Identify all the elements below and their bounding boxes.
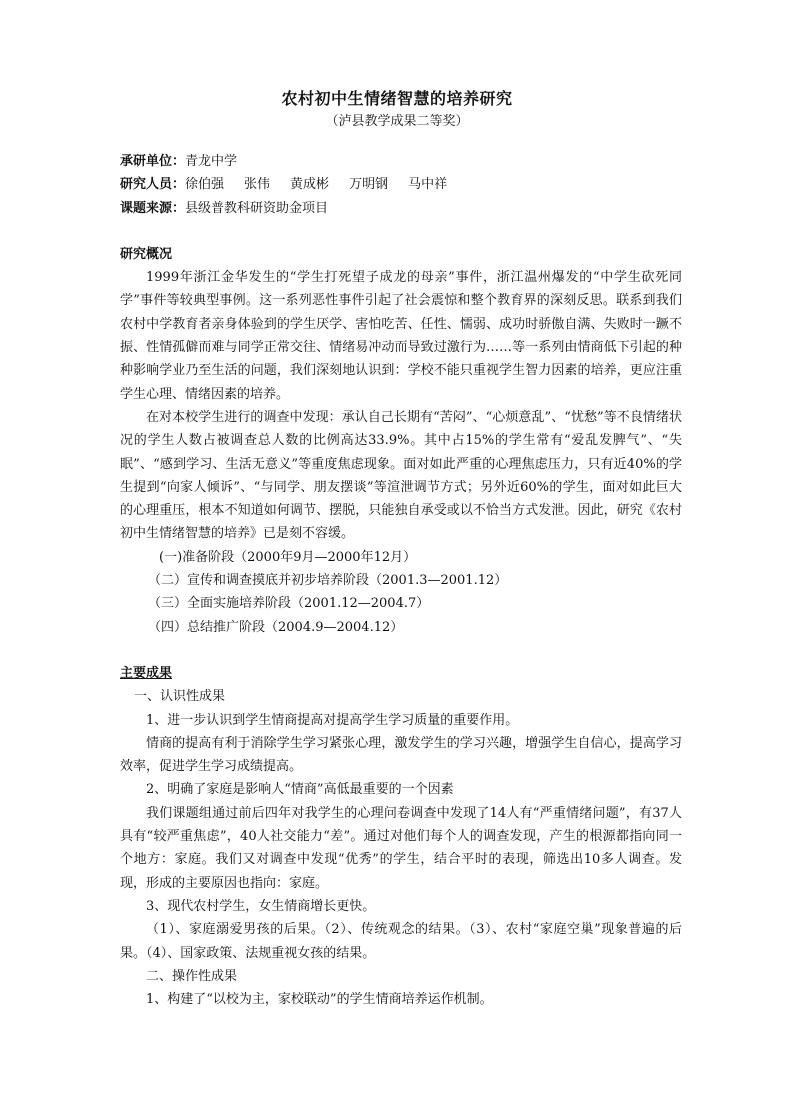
- spacer: [120, 220, 682, 243]
- researcher-name: 万明钢: [349, 177, 389, 193]
- overview-paragraph: 1999年浙江金华发生的“学生打死望子成龙的母亲”事件，浙江温州爆发的“中学生砍死同学”事件等较典型事例。这一系列恶性事件引起了社会震惊和整个教育界的深刻反思。联系到我们农村中学教育者亲身体验到的学生厌学、害怕吃苦、任性、懦弱、成功时骄傲自满、失败时一蹶不振、性情孤僻而难与同学正常交往、情绪易冲动而导致过激行为……等一系列由情商低下引起的种种影响学业乃至生活的问题，我们深刻地认识到：学校不能只重视学生智力因素的培养，更应注重学生心理、情绪因素的培养。: [120, 270, 682, 402]
- results-section-title: 二、操作性成果: [146, 968, 238, 984]
- document-title: 农村初中生情绪智慧的培养研究: [281, 89, 513, 108]
- spacer: [120, 639, 682, 662]
- researcher-name: 张伟: [244, 177, 271, 193]
- researchers-row: [120, 173, 682, 196]
- document-body: [120, 150, 682, 1011]
- stage-item: （二）宣传和调查摸底并初步培养阶段（2001.3—2001.12）: [148, 573, 508, 589]
- results-section-title: 一、认识性成果: [134, 689, 226, 705]
- researcher-name: 徐伯强: [185, 177, 225, 193]
- result-item-title: 3、现代农村学生，女生情商增长更快。: [146, 898, 376, 914]
- results-heading: 主要成果: [120, 665, 173, 681]
- overview-heading: 研究概况: [120, 246, 173, 262]
- document-subtitle: （泸县教学成果二等奖）: [325, 114, 469, 129]
- research-unit-label: 承研单位：: [120, 154, 186, 169]
- research-unit-row: [120, 150, 682, 173]
- project-source-row: [120, 197, 682, 220]
- project-source-label: 课题来源：: [120, 200, 186, 216]
- overview-paragraph: 在对本校学生进行的调查中发现：承认自己长期有“苦闷”、“心烦意乱”、“忧愁”等不良情绪状况的学生人数占被调查总人数的比例高达33.9%。其中占15%的学生常有“爱乱发脾气”、“失眠”、“感到学习、生活无意义”等重度焦虑现象。面对如此严重的心理焦虑压力，只有近40%的学生提到“向家人倾诉”、“与同学、朋友摆谈”等渲泄调节方式；另外近60%的学生，面对如此巨大的心理重压，根本不知道如何调节、摆脱，只能独自承受或以不恰当方式发泄。因此，研究《农村初中生情绪智慧的培养》已是刻不容缓。: [120, 409, 682, 542]
- stage-item: （三）全面实施培养阶段（2001.12—2004.7）: [148, 596, 430, 612]
- research-unit-value: 青龙中学: [185, 154, 238, 169]
- result-item-text: 我们课题组通过前后四年对我学生的心理问卷调查中发现了14人有“严重情绪问题”，有37人具有“较严重焦虑”，40人社交能力“差”。通过对他们每个人的调查发现，产生的根源都指向同一个地方：家庭。我们又对调查中发现“优秀”的学生，结合平时的表现，筛选出10多人调查。发现，形成的主要原因也指向：家庭。: [120, 805, 682, 891]
- researcher-name: 马中祥: [408, 177, 448, 193]
- stage-item: (一)准备阶段（2000年9月—2000年12月）: [159, 549, 417, 565]
- result-item-title: 1、进一步认识到学生情商提高对提高学生学习质量的重要作用。: [146, 712, 519, 728]
- project-source-value: 县级普教科研资助金项目: [185, 200, 329, 216]
- researchers-label: 研究人员：: [120, 177, 186, 193]
- result-item-title: 2、明确了家庭是影响人“情商”高低最重要的一个因素: [146, 782, 454, 798]
- researcher-name: 黄成彬: [290, 177, 330, 193]
- result-item-title: 1、构建了“以校为主，家校联动”的学生情商培养运作机制。: [146, 992, 493, 1008]
- result-item-text: 情商的提高有利于消除学生学习紧张心理，激发学生的学习兴趣，增强学生自信心，提高学习效率，促进学生学习成绩提高。: [120, 735, 682, 775]
- result-item-text: （1）、家庭溺爱男孩的后果。（2）、传统观念的结果。（3）、农村“家庭空巢”现象普遍的后果。（4）、国家政策、法规重视女孩的结果。: [120, 922, 682, 961]
- stage-item: （四）总结推广阶段（2004.9—2004.12）: [148, 619, 404, 635]
